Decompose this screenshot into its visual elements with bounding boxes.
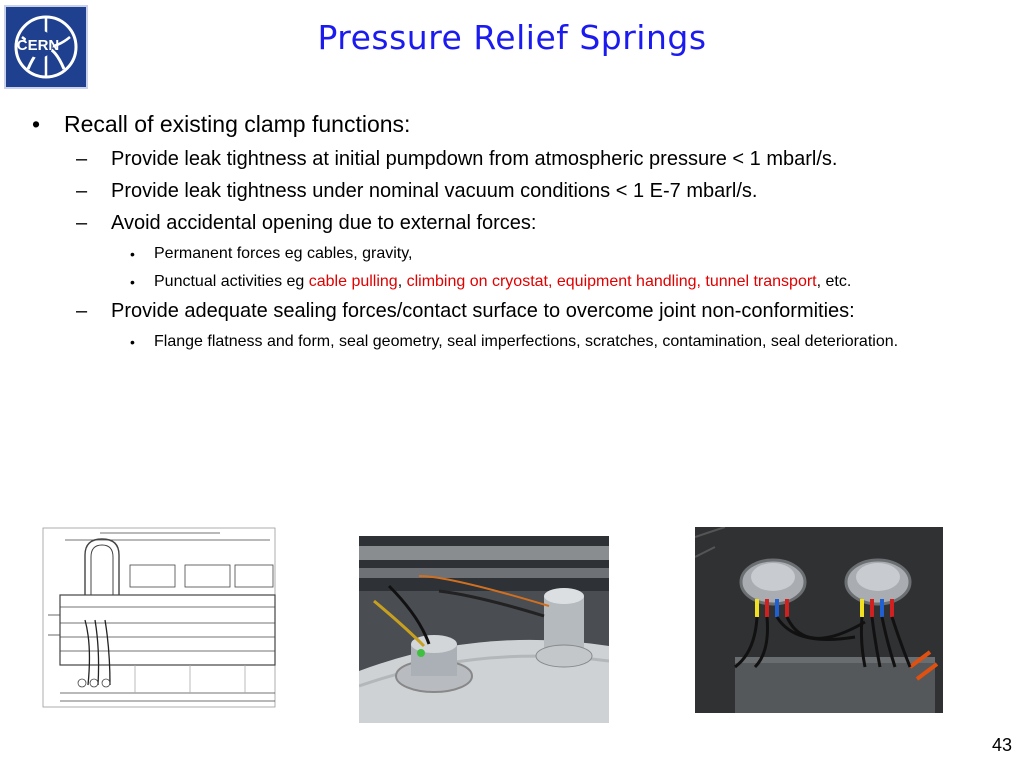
sub-bullet: – Provide adequate sealing forces/contact surface to overcome joint non-conformities: — [76, 300, 855, 322]
page-number: 43 — [991, 735, 1012, 755]
sub-bullet: – Avoid accidental opening due to external forces: — [76, 212, 537, 234]
bullet-text: Recall of existing clamp functions: — [64, 111, 411, 137]
sub-sub-bullet: • Flange flatness and form, seal geometry, seal imperfections, scratches, contamination, seal deterioration. — [130, 333, 899, 350]
sub-bullet-text: Provide adequate sealing forces/contact surface to overcome joint non-conformities: — [111, 300, 855, 322]
sub-sub-bullet: • Punctual activities eg cable pulling, climbing on cryostat, equipment handling, tunnel transport, etc. — [130, 273, 852, 290]
sub-sub-bullet-text: Flange flatness and form, seal geometry, seal imperfections, scratches, contamination, seal deterioration. — [154, 333, 899, 350]
sub-bullet-text: Provide leak tightness under nominal vacuum conditions < 1 E-7 mbarl/s. — [111, 180, 758, 202]
technical-drawing-image — [40, 525, 278, 710]
flange-cables-photo — [359, 536, 609, 723]
highlight-text: cable pulling — [308, 273, 398, 290]
highlight-text: climbing on cryostat, equipment handling, tunnel transport — [406, 273, 817, 290]
sub-bullet-text: Provide leak tightness at initial pumpdown from atmospheric pressure < 1 mbarl/s. — [111, 148, 838, 170]
sub-bullet: – Provide leak tightness under nominal vacuum conditions < 1 E-7 mbarl/s. — [76, 180, 758, 202]
slide-title: Pressure Relief Springs — [317, 18, 707, 57]
svg-text:CERN: CERN — [16, 37, 60, 54]
bullet-level1: • Recall of existing clamp functions: — [32, 111, 411, 137]
slide-content — [24, 110, 1014, 357]
sub-sub-bullet: • Permanent forces eg cables, gravity, — [130, 245, 413, 262]
sub-bullet: – Provide leak tightness at initial pumpdown from atmospheric pressure < 1 mbarl/s. — [76, 148, 838, 170]
sub-bullet-text: Avoid accidental opening due to external forces: — [111, 212, 537, 234]
flange-colored-cables-photo — [695, 527, 943, 713]
sub-sub-bullet-text: Permanent forces eg cables, gravity, — [154, 245, 413, 262]
sub-sub-bullet-text: Punctual activities eg cable pulling, climbing on cryostat, equipment handling, tunnel transport, etc. — [154, 273, 852, 290]
